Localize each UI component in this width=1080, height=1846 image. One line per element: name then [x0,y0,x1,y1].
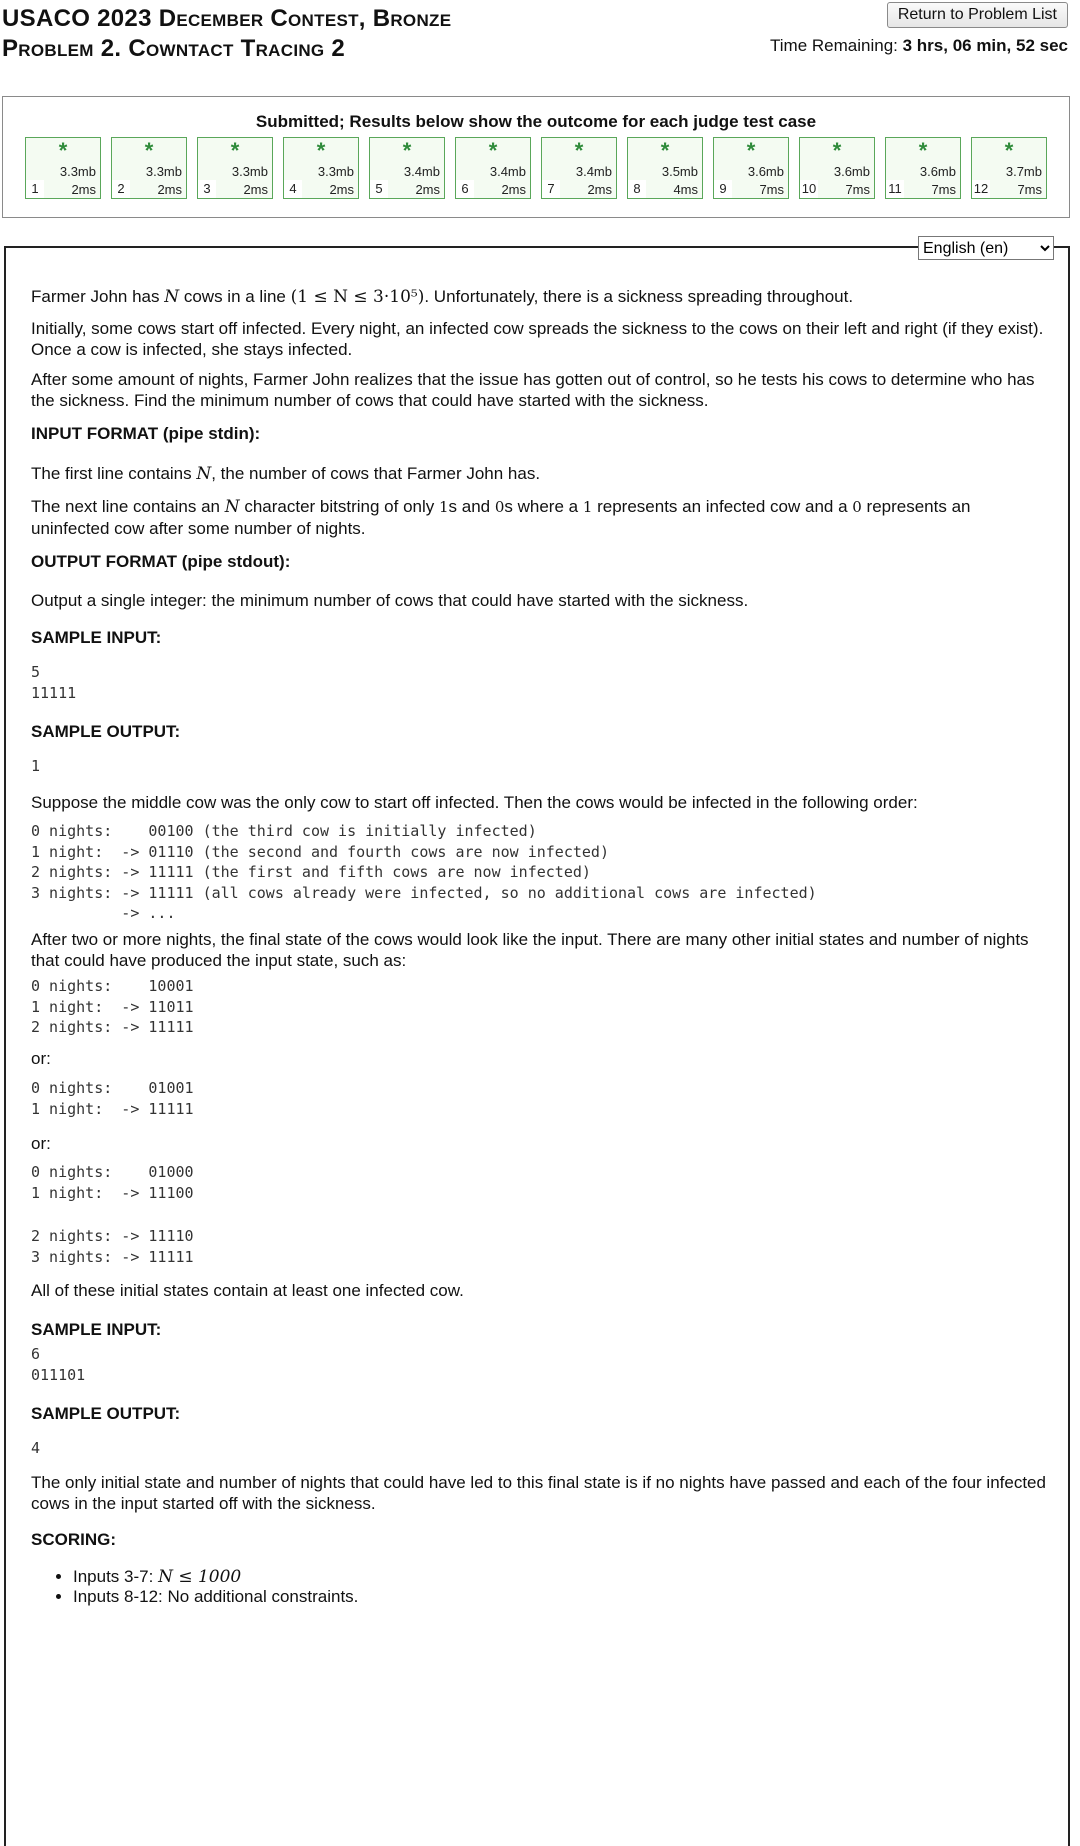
check-star-icon: * [1004,138,1014,163]
scoring-list [31,1567,358,1607]
test-case-memory: 3.5mb [661,164,698,179]
math-one: 1 [438,498,449,516]
math-zero: 0 [852,498,862,516]
test-case-time: 2ms [243,182,268,197]
input-format-heading: INPUT FORMAT (pipe stdin): [31,424,261,443]
text: cows in a line [179,287,291,306]
scoring-heading: SCORING: [31,1530,116,1549]
test-case-number: 5 [370,180,388,198]
test-case-3 [197,137,273,199]
test-case-time: 2ms [157,182,182,197]
test-case-9 [713,137,789,199]
test-case-number: 11 [886,180,904,198]
test-case-memory: 3.4mb [575,164,612,179]
results-box [2,96,1070,218]
test-case-time: 2ms [501,182,526,197]
contest-name: USACO 2023 December Contest, Bronze [2,5,452,32]
test-case-time: 2ms [71,182,96,197]
test-case-8 [627,137,703,199]
test-case-time: 2ms [415,182,440,197]
sample-input-2: 6 011101 [31,1345,86,1384]
check-star-icon: * [230,138,240,163]
test-case-number: 9 [714,180,732,198]
test-case-4 [283,137,359,199]
sample-input-1: 5 11111 [31,663,77,702]
check-star-icon: * [574,138,584,163]
test-case-time: 7ms [1017,182,1042,197]
test-case-number: 4 [284,180,302,198]
sample-input-heading-2: SAMPLE INPUT: [31,1320,162,1339]
math-zero: 0 [494,498,505,516]
problem-name: Problem 2. Cowntact Tracing 2 [2,35,346,62]
time-remaining-value: 3 hrs, 06 min, 52 sec [902,36,1068,55]
test-case-time: 7ms [845,182,870,197]
test-case-number: 8 [628,180,646,198]
test-case-list [25,137,1047,199]
test-case-number: 3 [198,180,216,198]
check-star-icon: * [144,138,154,163]
check-star-icon: * [918,138,928,163]
explanation-paragraph: After two or more nights, the final state of the cows would look like the input. There are many other initial states and number of nights that could have produced the input state, such as: [31,930,1029,970]
infection-trace-1: 0 nights: 00100 (the third cow is initially infected) 1 night: -> 01110 (the second and fourth cows are now infected) 2 nights: -> 11111 (the first and fifth cows are now infected) 3 nights: -> 11111 (all cows already were infected, so no additional cows are infected) -> ... [31,822,817,922]
explanation-paragraph: Suppose the middle cow was the only cow to start off infected. Then the cows would be infected in the following order: [31,793,918,812]
time-remaining-label: Time Remaining: [770,36,898,55]
infection-trace-2: 0 nights: 10001 1 night: -> 11011 2 nights: -> 11111 [31,977,194,1036]
test-case-number: 10 [801,181,817,196]
check-star-icon: * [488,138,498,163]
test-case-memory: 3.3mb [231,164,268,179]
test-case-10 [799,137,875,199]
sample-output-2: 4 [31,1439,41,1457]
sample-output-heading-2: SAMPLE OUTPUT: [31,1404,181,1423]
check-star-icon: * [316,138,326,163]
test-case-12 [971,137,1047,199]
output-format-heading: OUTPUT FORMAT (pipe stdout): [31,552,291,571]
time-remaining [770,36,1068,56]
test-case-time: 2ms [587,182,612,197]
text: . Unfortunately, there is a sickness spreading throughout. [424,287,854,306]
test-case-memory: 3.4mb [403,164,440,179]
check-star-icon: * [832,138,842,163]
check-star-icon: * [58,138,68,163]
test-case-memory: 3.4mb [489,164,526,179]
contest-title [2,4,451,64]
check-star-icon: * [660,138,670,163]
test-case-memory: 3.3mb [59,164,96,179]
test-case-2 [111,137,187,199]
test-case-7 [541,137,617,199]
test-case-time: 4ms [673,182,698,197]
sample-output-1: 1 [31,757,41,775]
input-format-line2 [31,496,1051,539]
input-format-line1 [31,463,1051,485]
test-case-number: 12 [973,181,989,196]
language-select[interactable] [918,236,1054,260]
test-case-11 [885,137,961,199]
results-title: Submitted; Results below show the outcome for each judge test case [255,112,817,131]
math-n: N [196,464,212,484]
check-star-icon: * [746,138,756,163]
return-to-problem-list-button[interactable]: Return to Problem List [887,2,1068,28]
problem-statement-panel [4,246,1070,1846]
problem-paragraph: After some amount of nights, Farmer John realizes that the issue has gotten out of control, so he tests his cows to determine who has the sickness. Find the minimum number of cows that could have started with the sickness. [31,370,1035,410]
text: The first line contains [31,464,197,483]
scoring-item [73,1567,358,1587]
text: Inputs 3-7: [73,1567,159,1586]
problem-paragraph [31,286,1051,308]
test-case-number: 7 [542,180,560,198]
output-format-text: Output a single integer: the minimum number of cows that could have started with the sickness. [31,591,749,610]
test-case-memory: 3.3mb [317,164,354,179]
test-case-number: 6 [456,180,474,198]
math-one: 1 [582,498,593,516]
test-case-time: 2ms [329,182,354,197]
explanation-paragraph: All of these initial states contain at least one infected cow. [31,1281,464,1300]
text: , the number of cows that Farmer John has. [211,464,541,483]
test-case-memory: 3.7mb [1005,164,1042,179]
text: Farmer John has [31,287,165,306]
text: represents an infected cow and a [592,497,853,516]
infection-trace-3: 0 nights: 01001 1 night: -> 11111 [31,1079,194,1118]
test-case-memory: 3.6mb [833,164,870,179]
test-case-6 [455,137,531,199]
or-text: or: [31,1049,51,1068]
test-case-memory: 3.3mb [145,164,182,179]
math-constraint: N ≤ 1000 [158,1567,242,1587]
test-case-memory: 3.6mb [919,164,956,179]
sample-input-heading: SAMPLE INPUT: [31,628,162,647]
test-case-time: 7ms [759,182,784,197]
test-case-1 [25,137,101,199]
scoring-item: • Inputs 8-12: No additional constraints. [73,1587,358,1607]
math-n: N [224,497,240,517]
test-case-number: 1 [26,180,44,198]
text: s where a [504,497,583,516]
text: represents an uninfected cow after some number of nights. [31,497,971,538]
test-case-number: 2 [112,180,130,198]
test-case-time: 7ms [931,182,956,197]
infection-trace-5: 2 nights: -> 11110 3 nights: -> 11111 [31,1227,194,1266]
or-text: or: [31,1134,51,1153]
sample-output-heading: SAMPLE OUTPUT: [31,722,181,741]
math-constraint: (1 ≤ N ≤ 3·10⁵) [290,287,425,307]
test-case-memory: 3.6mb [747,164,784,179]
text: The next line contains an [31,497,225,516]
explanation-paragraph: The only initial state and number of nights that could have led to this final state is if no nights have passed and each of the four infected cows in the input started off with the sickness. [31,1473,1046,1513]
check-star-icon: * [402,138,412,163]
text: s and [448,497,495,516]
problem-paragraph: Initially, some cows start off infected. Every night, an infected cow spreads the sickness to the cows on their left and right (if they exist). Once a cow is infected, she stays infected. [31,319,1044,359]
infection-trace-4: 0 nights: 01000 1 night: -> 11100 [31,1163,194,1202]
text: character bitstring of only [239,497,439,516]
test-case-5 [369,137,445,199]
math-n: N [164,287,180,307]
